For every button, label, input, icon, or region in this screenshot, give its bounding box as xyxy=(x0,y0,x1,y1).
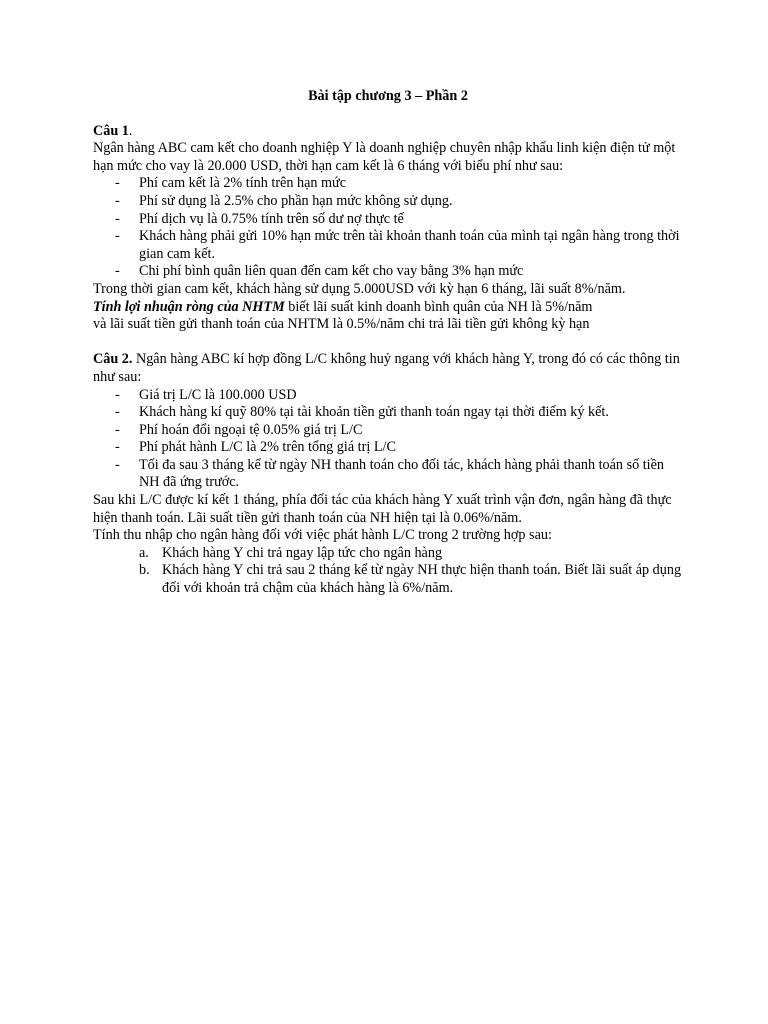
bullet-dash: - xyxy=(115,175,120,192)
q1-label-line xyxy=(93,123,683,141)
bullet-dash: - xyxy=(115,404,120,421)
document-title: Bài tập chương 3 – Phần 2 xyxy=(308,88,468,104)
list-item: - Tối đa sau 3 tháng kể từ ngày NH thanh toán cho đối tác, khách hàng phải thanh toán số tiền NH đã ứng trước. xyxy=(115,456,665,491)
q2-label: Câu 2. xyxy=(93,351,133,368)
bullet-dash: - xyxy=(115,386,120,403)
bullet-dash: - xyxy=(115,210,120,227)
list-item: - Phí dịch vụ là 0.75% tính trên số dư nợ thực tế xyxy=(115,210,404,227)
bullet-dash: - xyxy=(115,263,120,280)
list-item: - Phí phát hành L/C là 2% trên tổng giá trị L/C xyxy=(115,439,396,456)
list-item: - Giá trị L/C là 100.000 USD xyxy=(115,386,297,403)
q2-info-list xyxy=(93,387,683,493)
q2-case-list xyxy=(93,545,683,598)
bullet-dash: - xyxy=(115,421,120,438)
bullet-dash: - xyxy=(115,456,120,473)
bullet-dash: - xyxy=(115,192,120,209)
list-item: - Khách hàng kí quỹ 80% tại tài khoản tiền gửi thanh toán ngay tại thời điểm ký kết. xyxy=(115,404,609,421)
q1-task-rest: biết lãi suất kinh doanh bình quân của NH là 5%/năm xyxy=(284,298,593,315)
q2-task: Tính thu nhập cho ngân hàng đối với việc phát hành L/C trong 2 trường hợp sau: xyxy=(93,527,552,544)
case-mark: b. xyxy=(139,562,150,579)
q2-intro-line xyxy=(93,351,683,386)
list-item: - Khách hàng phải gửi 10% hạn mức trên tài khoản thanh toán của mình tại ngân hàng trong thời gian cam kết. xyxy=(115,228,680,262)
q1-label: Câu 1 xyxy=(93,122,129,139)
document-page xyxy=(93,88,683,598)
case-mark: a. xyxy=(139,544,149,561)
section-gap xyxy=(93,334,683,352)
list-item: a. Khách hàng Y chi trả ngay lập tức cho ngân hàng xyxy=(139,544,443,561)
question-2 xyxy=(93,351,683,597)
q1-task-emphasis: Tính lợi nhuận ròng của NHTM xyxy=(93,298,285,315)
bullet-dash: - xyxy=(115,228,120,245)
list-item: - Phí cam kết là 2% tính trên hạn mức xyxy=(115,175,347,192)
bullet-dash: - xyxy=(115,439,120,456)
q1-task xyxy=(93,299,683,317)
q2-after: Sau khi L/C được kí kết 1 tháng, phía đối tác của khách hàng Y xuất trình vận đơn, ngân hàng đã thực hiện thanh toán. Lãi suất tiền gửi thanh toán của NH hiện tại là 0.06%/năm. xyxy=(93,492,672,526)
list-item: - Phí sử dụng là 2.5% cho phần hạn mức không sử dụng. xyxy=(115,192,453,209)
q1-label-suffix: . xyxy=(128,122,133,139)
q2-intro: Ngân hàng ABC kí hợp đồng L/C không huỷ ngang với khách hàng Y, trong đó có các thông tin như sau: xyxy=(93,351,680,385)
list-item: - Phí hoán đổi ngoại tệ 0.05% giá trị L/C xyxy=(115,421,363,438)
question-1 xyxy=(93,123,683,334)
q1-fee-list xyxy=(93,175,683,281)
q1-task-line2: và lãi suất tiền gửi thanh toán của NHTM là 0.5%/năm chi trả lãi tiền gửi không kỳ hạn xyxy=(93,316,590,333)
list-item: b. Khách hàng Y chi trả sau 2 tháng kể từ ngày NH thực hiện thanh toán. Biết lãi suất áp dụng đối với khoản trả chậm của khách hàng là 6%/năm. xyxy=(139,562,682,597)
list-item: - Chi phí bình quân liên quan đến cam kết cho vay bằng 3% hạn mức xyxy=(115,263,524,280)
q1-intro: Ngân hàng ABC cam kết cho doanh nghiệp Y là doanh nghiệp chuyên nhập khẩu linh kiện điện tử một hạn mức cho vay là 20.000 USD, thời hạn cam kết là 6 tháng với biểu phí như sau: xyxy=(93,140,676,174)
q1-usage: Trong thời gian cam kết, khách hàng sử dụng 5.000USD với kỳ hạn 6 tháng, lãi suất 8%/năm. xyxy=(93,280,626,297)
